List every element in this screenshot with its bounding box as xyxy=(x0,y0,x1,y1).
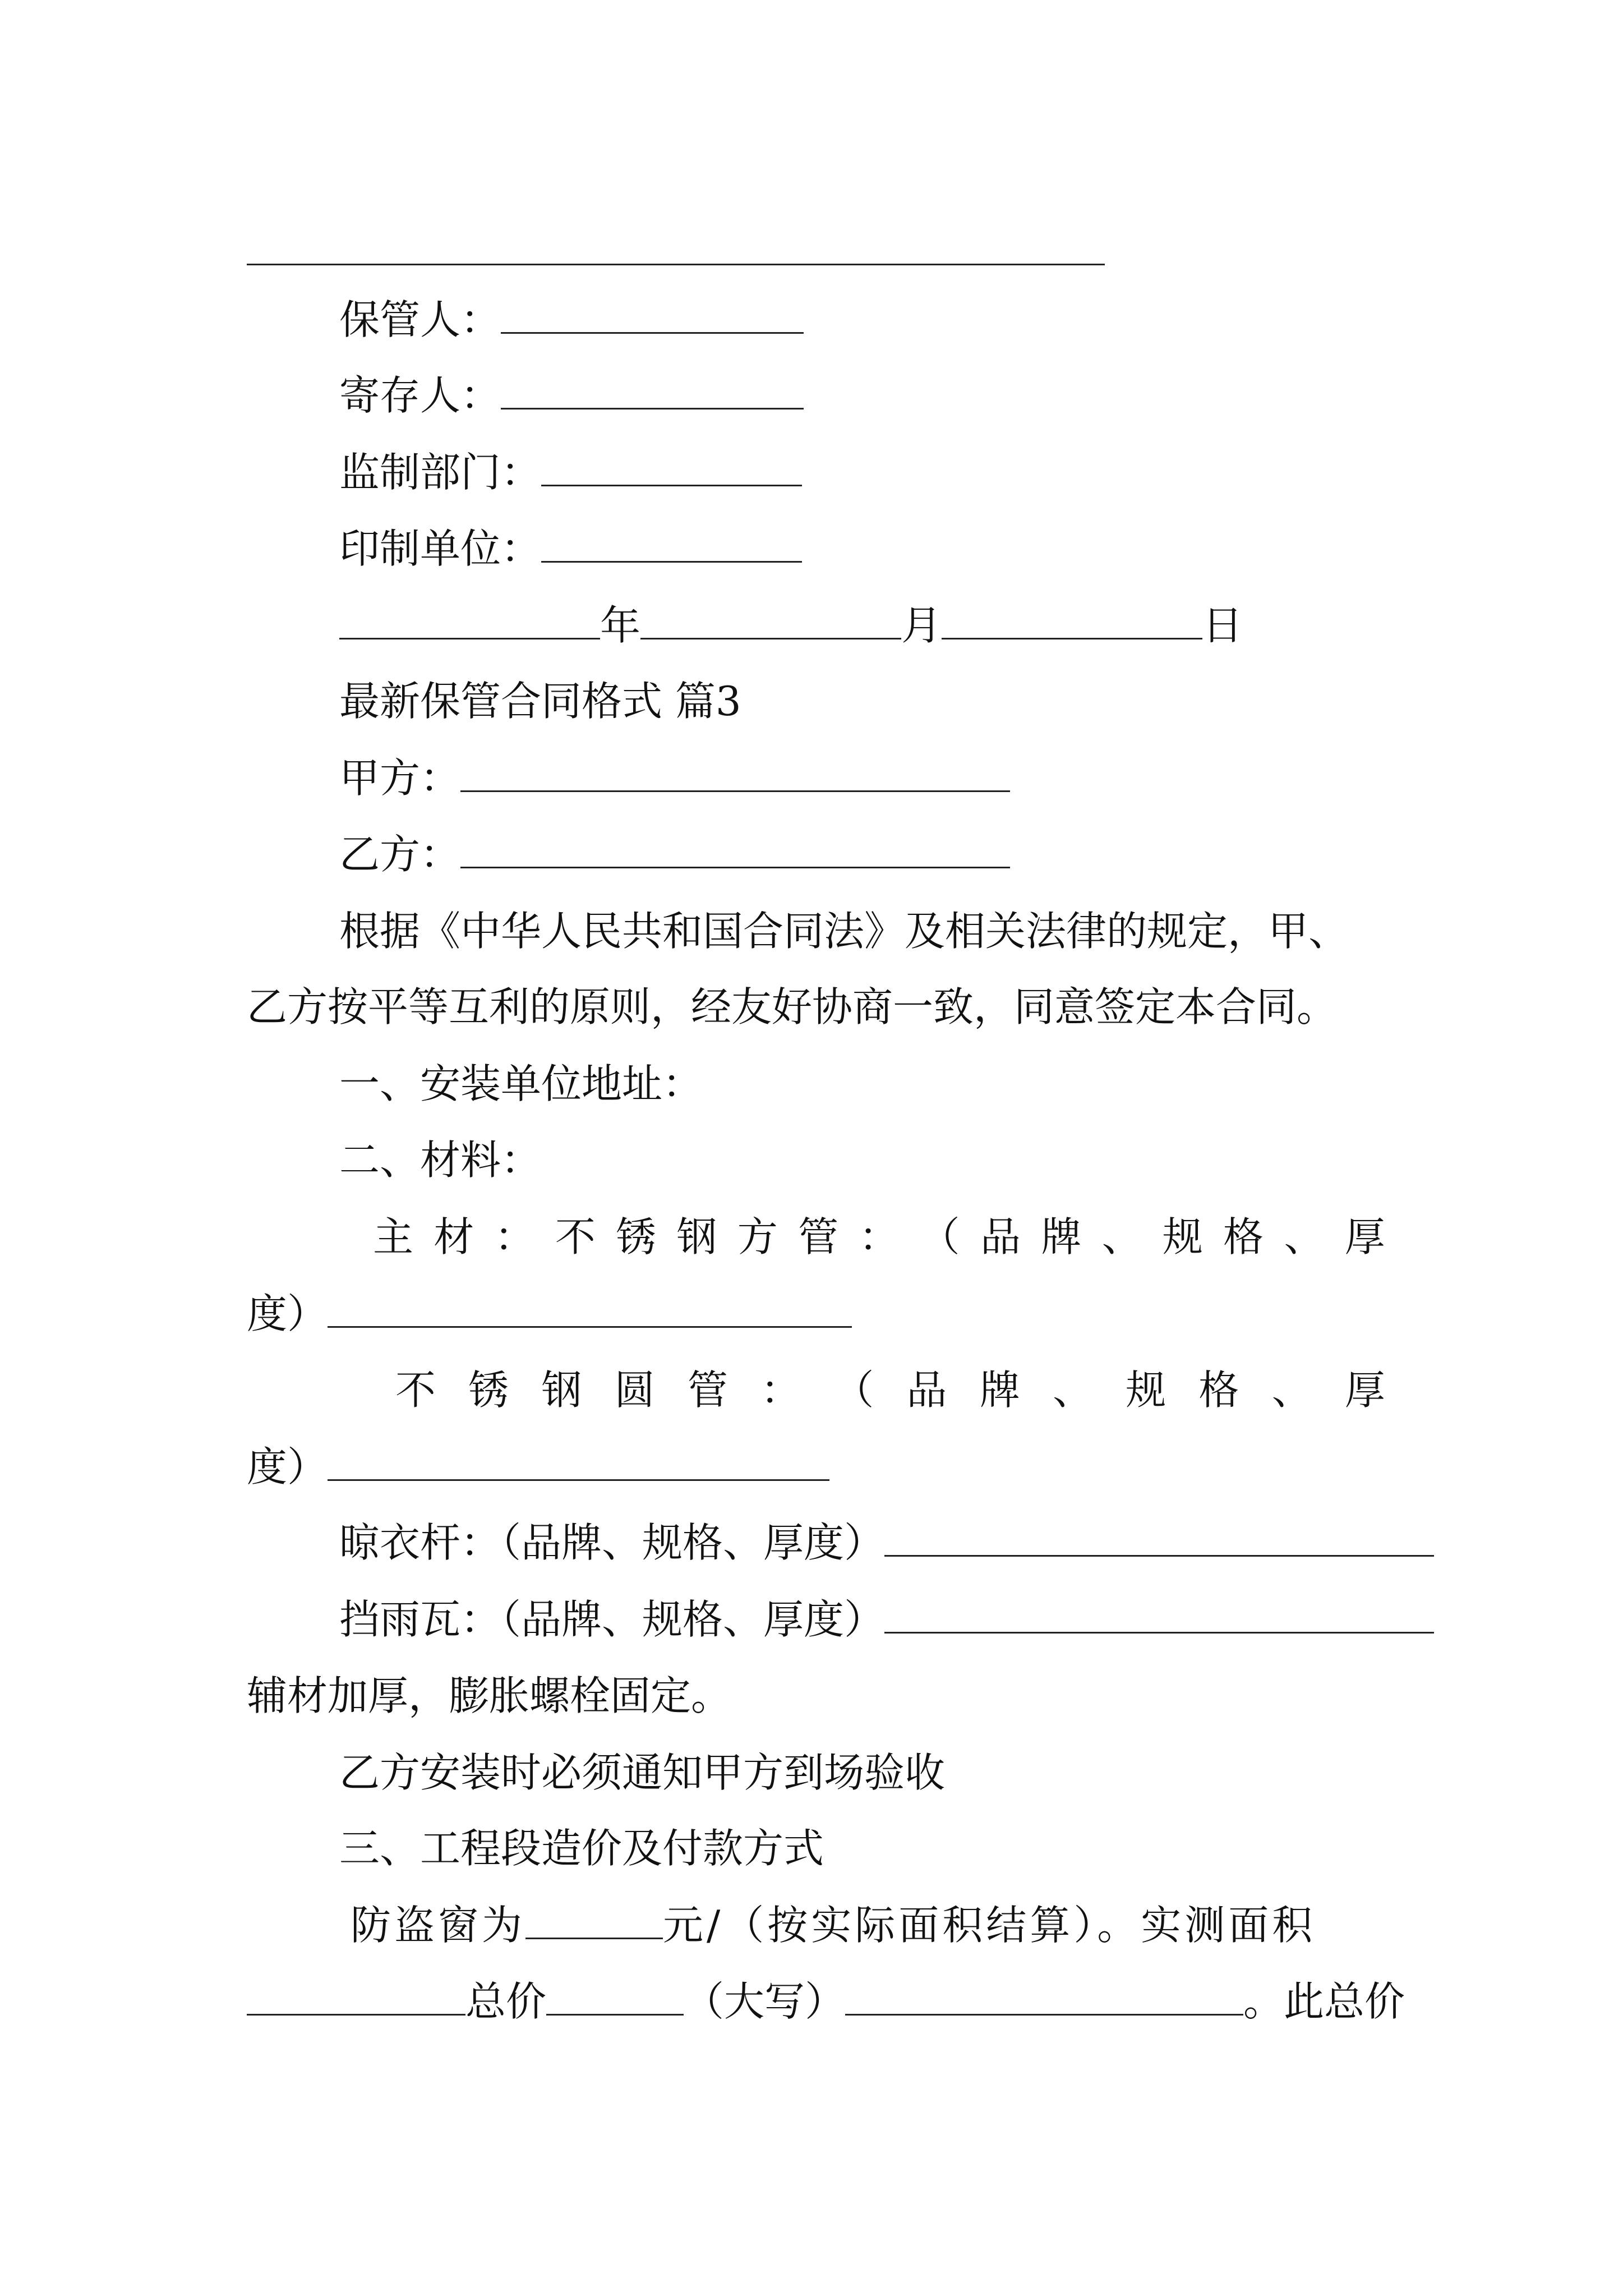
mm-ch-12: 、 xyxy=(1101,1213,1142,1260)
unit-price-blank[interactable] xyxy=(525,1898,663,1939)
keeper-blank[interactable] xyxy=(501,293,804,334)
intro-line-1: 根据《中华人民共和国合同法》及相关法律的规定，甲、 xyxy=(339,908,1349,955)
depositor-label: 寄存人： xyxy=(339,372,501,419)
main-material-blank[interactable] xyxy=(328,1287,852,1328)
mm-ch-3: 不 xyxy=(555,1213,596,1260)
day-blank[interactable] xyxy=(942,599,1202,639)
keeper-field xyxy=(339,292,804,348)
party-a-blank[interactable] xyxy=(460,751,1010,792)
mm-ch-1: 材 xyxy=(434,1213,474,1260)
date-line xyxy=(339,597,1243,654)
supervisor-blank[interactable] xyxy=(541,445,802,486)
year-blank[interactable] xyxy=(339,599,600,639)
year-label: 年 xyxy=(600,602,641,649)
rp-ch-8: 牌 xyxy=(979,1366,1020,1414)
party-b-label: 乙方： xyxy=(339,831,461,878)
mm-ch-5: 钢 xyxy=(676,1213,717,1260)
supervisor-label: 监制部门： xyxy=(339,449,542,496)
clause-3: 三、工程段造价及付款方式 xyxy=(339,1825,824,1872)
capital-label: （大写） xyxy=(684,1978,846,2025)
area-blank[interactable] xyxy=(247,1975,465,2016)
drying-rod-line xyxy=(339,1515,1434,1571)
mm-ch-15: 、 xyxy=(1284,1213,1325,1260)
clause-2: 二、材料： xyxy=(339,1137,542,1184)
mm-ch-7: 管 xyxy=(798,1213,839,1260)
mm-ch-10: 品 xyxy=(980,1213,1021,1260)
day-label: 日 xyxy=(1202,602,1243,649)
total-line xyxy=(247,1973,1405,2030)
drying-rod-label: 晾衣杆：（品牌、规格、厚度） xyxy=(339,1519,885,1566)
party-a-field xyxy=(339,750,1010,806)
mm-ch-4: 锈 xyxy=(616,1213,657,1260)
printer-label: 印制单位： xyxy=(339,525,542,572)
rain-tile-line xyxy=(339,1591,1434,1648)
rp-ch-12: 、 xyxy=(1271,1366,1312,1414)
main-material-line xyxy=(373,1209,1385,1265)
mm-ch-0: 主 xyxy=(373,1213,414,1260)
rp-ch-7: 品 xyxy=(906,1366,947,1414)
mm-ch-14: 格 xyxy=(1223,1213,1264,1260)
main-material-cont xyxy=(247,1286,852,1342)
rp-cont-label: 度） xyxy=(247,1443,328,1490)
mm-ch-11: 牌 xyxy=(1041,1213,1082,1260)
capital-blank[interactable] xyxy=(845,1975,1243,2016)
rp-ch-11: 格 xyxy=(1198,1366,1239,1414)
mm-ch-8: ： xyxy=(859,1213,900,1260)
mm-ch-13: 规 xyxy=(1162,1213,1203,1260)
party-b-blank[interactable] xyxy=(460,827,1010,868)
section-title: 最新保管合同格式 篇3 xyxy=(339,678,741,725)
price-line xyxy=(351,1897,1316,1953)
keeper-label: 保管人： xyxy=(339,296,501,343)
round-pipe-line xyxy=(395,1362,1385,1418)
tail-label: 。此总价 xyxy=(1243,1978,1405,2025)
top-rule xyxy=(247,264,1105,265)
month-label: 月 xyxy=(901,602,942,649)
rp-ch-13: 厚 xyxy=(1344,1366,1385,1414)
round-pipe-cont xyxy=(247,1439,829,1495)
inspection-note: 乙方安装时必须通知甲方到场验收 xyxy=(339,1749,946,1796)
mm-ch-9: （ xyxy=(919,1213,960,1260)
supervisor-field xyxy=(339,444,802,500)
depositor-blank[interactable] xyxy=(501,369,804,409)
rp-ch-4: 管 xyxy=(687,1366,728,1414)
rp-ch-5: ： xyxy=(760,1366,801,1414)
rp-ch-9: 、 xyxy=(1052,1366,1093,1414)
mm-ch-6: 方 xyxy=(737,1213,778,1260)
party-b-field xyxy=(339,826,1010,882)
mm-ch-2: ： xyxy=(494,1213,535,1260)
rain-tile-blank[interactable] xyxy=(884,1593,1434,1634)
rp-ch-0: 不 xyxy=(395,1366,436,1414)
rain-tile-label: 挡雨瓦：（品牌、规格、厚度） xyxy=(339,1596,885,1643)
printer-field xyxy=(339,521,802,577)
clause-1: 一、安装单位地址： xyxy=(339,1060,703,1107)
rp-ch-1: 锈 xyxy=(468,1366,509,1414)
total-blank[interactable] xyxy=(546,1975,684,2016)
total-label: 总价 xyxy=(465,1978,547,2025)
drying-rod-blank[interactable] xyxy=(884,1516,1434,1557)
round-pipe-blank[interactable] xyxy=(328,1440,829,1481)
price-label-a: 防盗窗为 xyxy=(351,1902,526,1949)
party-a-label: 甲方： xyxy=(339,754,461,802)
rp-ch-10: 规 xyxy=(1126,1366,1166,1414)
mm-cont-label: 度） xyxy=(247,1290,328,1337)
rp-ch-3: 圆 xyxy=(614,1366,655,1414)
month-blank[interactable] xyxy=(640,599,901,639)
rp-ch-2: 钢 xyxy=(541,1366,582,1414)
aux-material: 辅材加厚，膨胀螺栓固定。 xyxy=(247,1672,732,1719)
price-label-b: 元/（按实际面积结算）。实测面积 xyxy=(663,1902,1316,1949)
depositor-field xyxy=(339,367,804,424)
printer-blank[interactable] xyxy=(541,522,802,563)
rp-ch-6: （ xyxy=(833,1366,874,1414)
mm-ch-16: 厚 xyxy=(1344,1213,1385,1260)
intro-line-2: 乙方按平等互利的原则，经友好协商一致，同意签定本合同。 xyxy=(247,983,1338,1030)
